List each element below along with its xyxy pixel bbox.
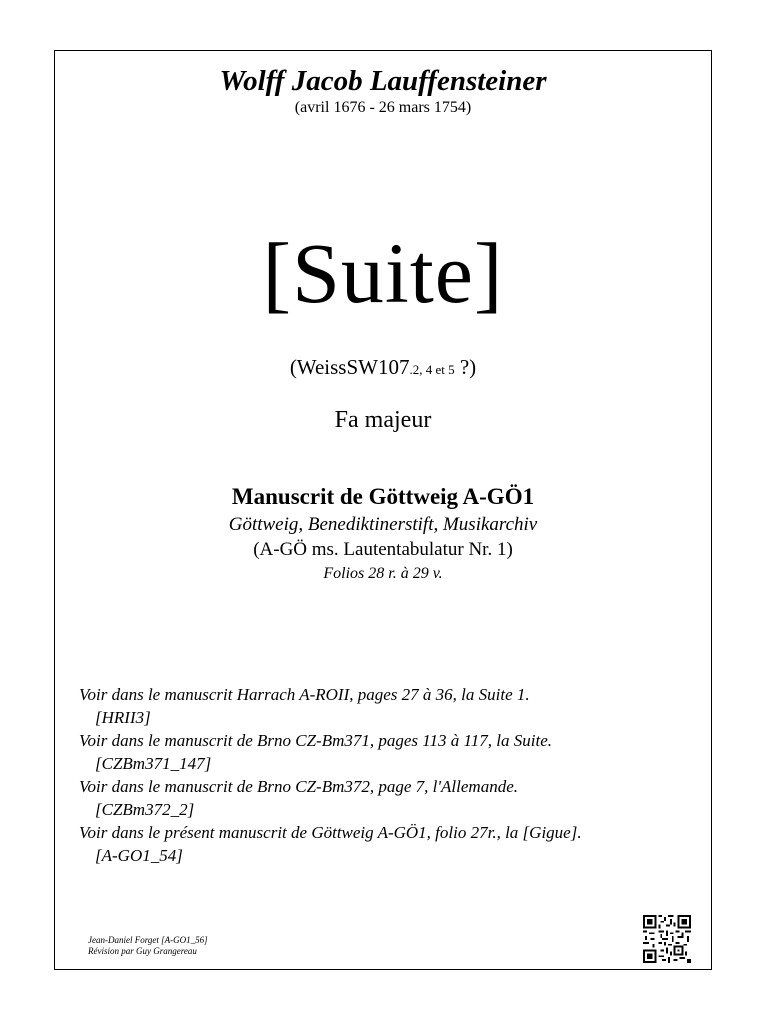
catalogue-number bbox=[55, 355, 711, 380]
qr-code-icon bbox=[643, 915, 691, 963]
concordance-text: Voir dans le manuscrit de Brno CZ-Bm372, page 7, l'Allemande. bbox=[79, 777, 518, 796]
credit-revision: Révision par Guy Grangereau bbox=[88, 946, 197, 956]
composer-name: Wolff Jacob Lauffensteiner bbox=[219, 65, 547, 97]
concordance-code: [CZBm372_2] bbox=[95, 800, 195, 819]
credit-author: Jean-Daniel Forget [A-GO1_56] bbox=[88, 935, 208, 945]
manuscript-shelfmark: (A-GÖ ms. Lautentabulatur Nr. 1) bbox=[253, 539, 513, 560]
manuscript-title: Manuscrit de Göttweig A-GÖ1 bbox=[231, 484, 535, 509]
concordance-item bbox=[79, 775, 699, 821]
manuscript-library: Göttweig, Benediktinerstift, Musikarchiv bbox=[228, 514, 538, 535]
concordance-text: Voir dans le manuscrit de Brno CZ-Bm371, pages 113 à 117, la Suite. bbox=[79, 731, 552, 750]
concordance-item bbox=[79, 729, 699, 775]
concordance-code: [CZBm371_147] bbox=[95, 754, 212, 773]
page-frame bbox=[54, 50, 712, 970]
concordance-code: [HRII3] bbox=[95, 708, 151, 727]
catalogue-prefix: (WeissSW107 bbox=[289, 355, 410, 379]
catalogue-suffix: ?) bbox=[454, 355, 477, 379]
concordance-code: [A-GO1_54] bbox=[95, 846, 183, 865]
concordance-item bbox=[79, 683, 699, 729]
concordance-text: Voir dans le manuscrit Harrach A-ROII, pages 27 à 36, la Suite 1. bbox=[79, 685, 530, 704]
concordance-list bbox=[79, 683, 699, 867]
concordance-text: Voir dans le présent manuscrit de Göttweig A-GÖ1, folio 27r., la [Gigue]. bbox=[79, 823, 582, 842]
work-title: [Suite] bbox=[262, 225, 504, 321]
credits bbox=[88, 935, 208, 957]
composer-dates: (avril 1676 - 26 mars 1754) bbox=[294, 99, 472, 116]
key-signature: Fa majeur bbox=[334, 407, 432, 433]
catalogue-movements: .2, 4 et 5 bbox=[409, 362, 455, 377]
concordance-item bbox=[79, 821, 699, 867]
manuscript-folios: Folios 28 r. à 29 v. bbox=[323, 565, 443, 582]
